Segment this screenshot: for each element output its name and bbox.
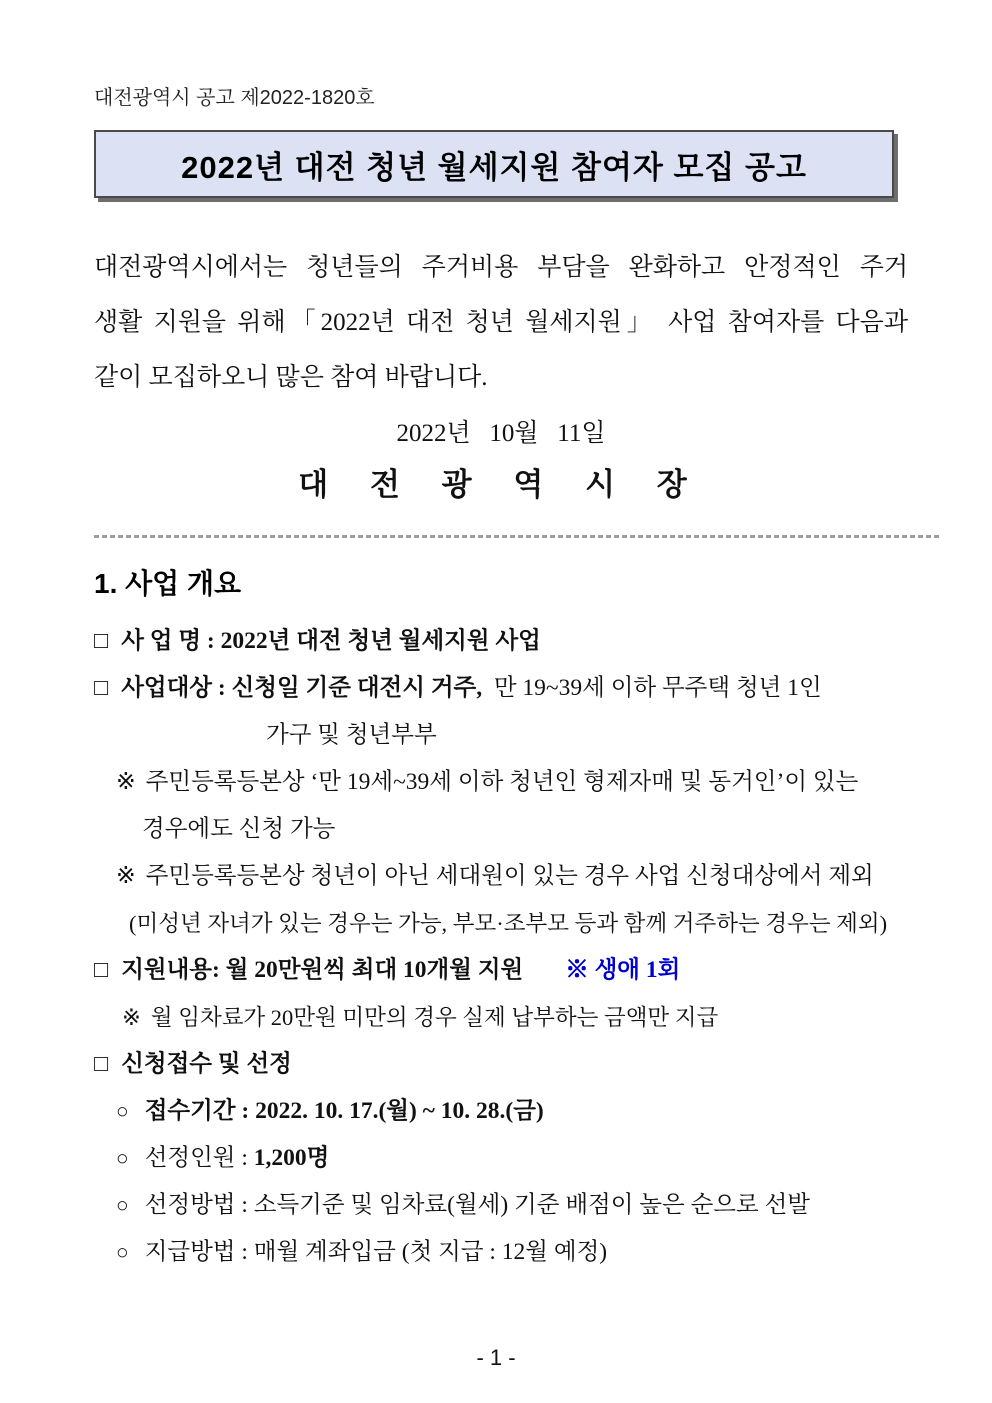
- payment-text: 지급방법 : 매월 계좌입금 (첫 지급 : 12월 예정): [144, 1239, 608, 1265]
- intro-line-3: 같이 모집하오니 많은 참여 바랍니다.: [94, 364, 488, 391]
- list-item-method: [94, 1182, 940, 1229]
- note-sibling-text: 주민등록등본상 ‘만 19세~39세 이하 청년인 형제자매 및 동거인’이 있는: [145, 769, 859, 795]
- notice-number: 대전광역시 공고 제2022-1820호: [94, 87, 375, 109]
- square-bullet: □: [94, 675, 109, 701]
- list-item-target: [94, 665, 940, 712]
- method-text: 선정방법 : 소득기준 및 임차료(월세) 기준 배점이 높은 순으로 선발: [144, 1192, 810, 1218]
- issuer-signature: 대 전 광 역 시 장: [298, 467, 704, 502]
- list-item-application: [94, 1041, 940, 1088]
- square-bullet: □: [94, 957, 109, 983]
- issue-date: 2022년 10월 11일: [396, 420, 606, 447]
- note-sibling: [94, 759, 940, 806]
- circle-bullet: ○: [116, 1240, 129, 1264]
- square-bullet: □: [94, 1051, 109, 1077]
- list-item-support: [94, 947, 940, 994]
- list-item-period: [94, 1088, 940, 1135]
- note-household: [94, 853, 940, 900]
- list-item-target-continuation: 가구 및 청년부부: [266, 722, 437, 748]
- document-title: 2022년 대전 청년 월세지원 참여자 모집 공고: [181, 149, 807, 185]
- note-household-text: 주민등록등본상 청년이 아닌 세대원이 있는 경우 사업 신청대상에서 제외: [145, 863, 874, 889]
- page-number: - 1 -: [476, 1345, 516, 1370]
- target-bold-text: 사업대상 : 신청일 기준 대전시 거주,: [121, 675, 483, 701]
- application-text: 신청접수 및 선정: [121, 1051, 292, 1077]
- target-normal-text: 만 19~39세 이하 무주택 청년 1인: [482, 675, 822, 701]
- square-bullet: □: [94, 628, 109, 654]
- circle-bullet: ○: [116, 1193, 129, 1217]
- reference-mark: ※: [116, 863, 136, 889]
- support-lifetime-note: ※ 생애 1회: [565, 957, 681, 983]
- section-divider: [94, 535, 940, 538]
- list-item-payment: [94, 1229, 940, 1276]
- quota-value: 1,200명: [253, 1145, 330, 1171]
- reference-mark: ※: [116, 769, 136, 795]
- intro-line-2: 생활 지원을 위해「2022년 대전 청년 월세지원」 사업 참여자를 다음과: [94, 309, 908, 336]
- program-name-text: 사 업 명 : 2022년 대전 청년 월세지원 사업: [121, 628, 541, 654]
- note-sibling-continuation: 경우에도 신청 가능: [142, 816, 336, 842]
- support-note-text: 월 임차료가 20만원 미만의 경우 실제 납부하는 금액만 지급: [150, 1005, 719, 1030]
- list-item-quota: [94, 1135, 940, 1182]
- list-item-program-name: [94, 618, 940, 665]
- overview-list: [94, 618, 940, 1276]
- period-text: 접수기간 : 2022. 10. 17.(월) ~ 10. 28.(금): [144, 1098, 544, 1124]
- circle-bullet: ○: [116, 1099, 129, 1123]
- support-bold-text: 지원내용: 월 20만원씩 최대 10개월 지원: [121, 957, 524, 983]
- reference-mark: ※: [122, 1005, 141, 1030]
- note-household-continuation: (미성년 자녀가 있는 경우는 가능, 부모·조부모 등과 함께 거주하는 경우는 제외): [129, 911, 888, 936]
- intro-paragraph: [94, 240, 908, 405]
- intro-line-1: 대전광역시에서는 청년들의 주거비용 부담을 완화하고 안정적인 주거: [94, 254, 908, 281]
- support-note: [94, 994, 940, 1041]
- circle-bullet: ○: [116, 1146, 129, 1170]
- section-heading: 1. 사업 개요: [94, 568, 242, 599]
- quota-label: 선정인원 :: [144, 1145, 254, 1171]
- title-box: [94, 130, 894, 198]
